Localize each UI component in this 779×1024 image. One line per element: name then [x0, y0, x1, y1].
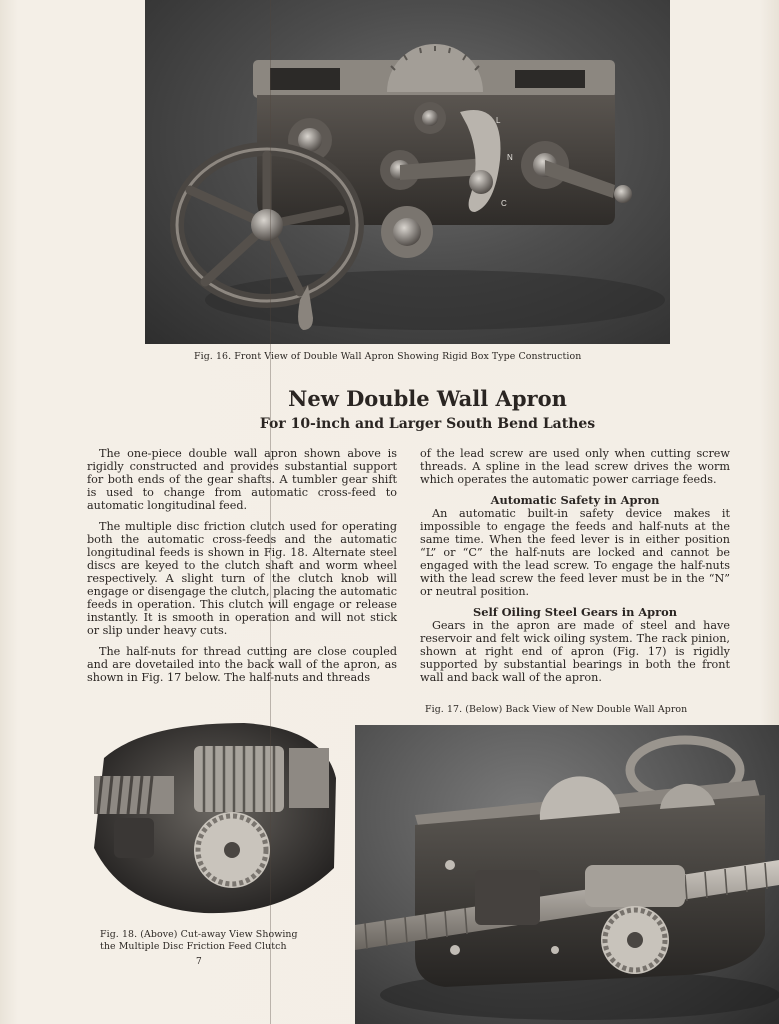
fig16-apron-front-photo — [145, 0, 670, 344]
fig17-caption: Fig. 17. (Below) Back View of New Double Wall Apron — [425, 704, 688, 715]
fig16-caption: Fig. 16. Front View of Double Wall Apron Showing Rigid Box Type Construction — [194, 351, 582, 362]
paragraph: The one-piece double wall apron shown above is rigidly constructed and provides substantial support for both ends of the gear shafts. A tumbler gear shift is used to change from automatic cross-feed to automatic longitudinal feed. — [87, 447, 397, 512]
section-heading-safety: Automatic Safety in Apron — [490, 493, 660, 507]
apron-back-illustration — [355, 725, 779, 1024]
left-text-column — [87, 447, 397, 692]
paragraph: The half-nuts for thread cutting are close coupled and are dovetailed into the back wall of the apron, as shown in Fig. 17 below. The half-nuts and threads — [87, 645, 397, 684]
fig18-caption-line1: Fig. 18. (Above) Cut-away View Showing — [100, 929, 298, 940]
lever-label-l: L — [496, 116, 501, 125]
lever-label-n: N — [507, 153, 513, 162]
right-text-column — [420, 447, 730, 692]
paragraph: Gears in the apron are made of steel and have reservoir and felt wick oiling system. The rack pinion, shown at right end of apron (Fig. 17) is rigidly supported by substantial bearings in both the front wall and back wall of the apron. — [420, 619, 730, 684]
fig18-caption — [100, 929, 298, 953]
fig17-apron-back-photo — [355, 725, 779, 1024]
fig18-clutch-cutaway-photo — [84, 718, 340, 918]
paragraph: An automatic built-in safety device makes it impossible to engage the feeds and half-nuts at the same time. When the feed lever is in either position “L” or “C” the half-nuts are locked and cannot be engaged with the lead screw. To engage the half-nuts with the lead screw the feed lever must be in the “N” or neutral position. — [420, 507, 730, 598]
fig18-caption-line2: the Multiple Disc Friction Feed Clutch — [100, 941, 287, 952]
article-title: New Double Wall Apron — [288, 386, 567, 411]
clutch-cutaway-illustration — [84, 718, 340, 918]
paragraph: of the lead screw are used only when cutting screw threads. A spline in the lead screw drives the worm which operates the automatic power carriage feeds. — [420, 447, 730, 486]
page-number: 7 — [196, 957, 202, 967]
apron-front-illustration — [145, 0, 670, 344]
page-fold-line — [270, 0, 271, 1024]
paragraph: The multiple disc friction clutch used for operating both the automatic cross-feeds and the automatic longitudinal feeds is shown in Fig. 18. Alternate steel discs are keyed to the clutch shaft and worm wheel respectively. A slight turn of the clutch knob will engage or disengage the clutch, placing the automatic feeds in operation. This clutch will engage or release instantly. It is smooth in operation and will not stick or slip under heavy cuts. — [87, 520, 397, 637]
section-heading-gears: Self Oiling Steel Gears in Apron — [472, 605, 678, 619]
lever-label-c: C — [501, 199, 507, 208]
article-subtitle: For 10-inch and Larger South Bend Lathes — [259, 416, 596, 432]
